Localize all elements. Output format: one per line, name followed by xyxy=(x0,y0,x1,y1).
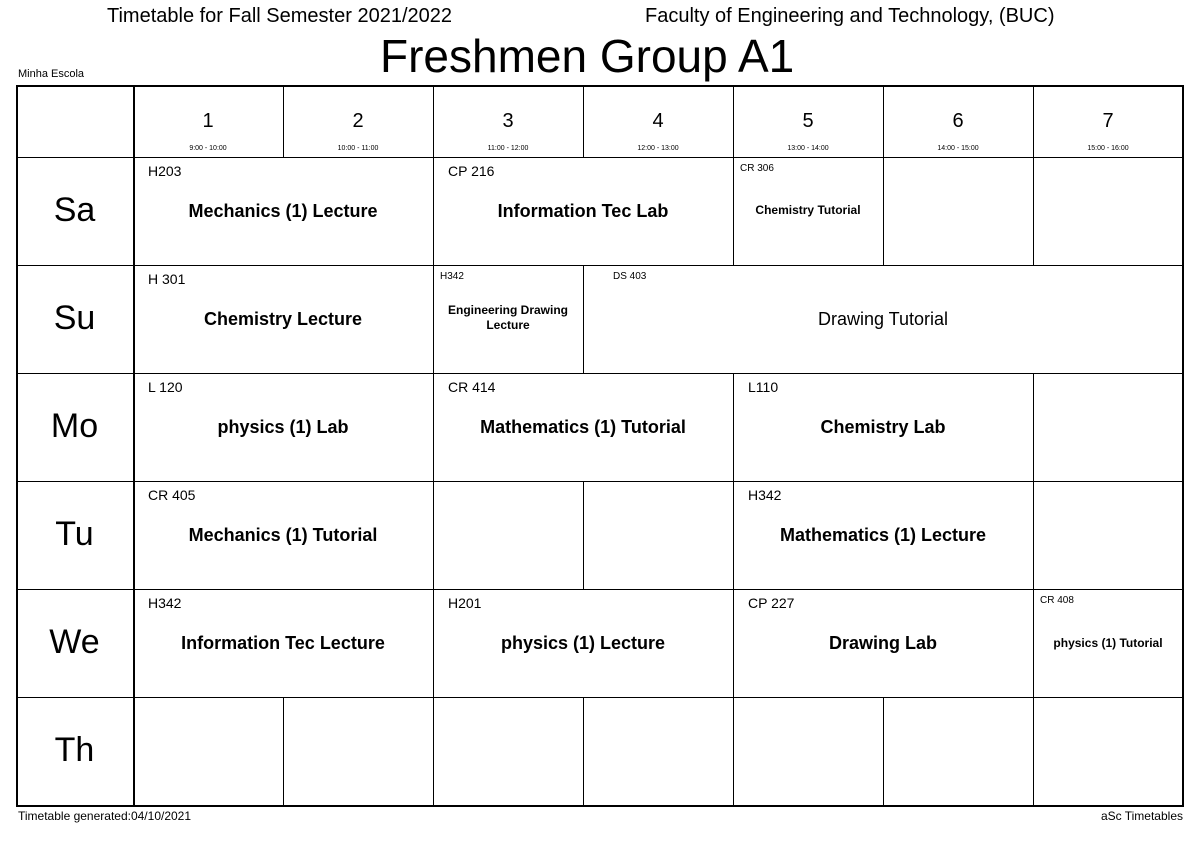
lesson-subject: Engineering Drawing Lecture xyxy=(447,303,568,332)
lesson-subject: physics (1) Tutorial xyxy=(1053,636,1163,650)
lesson-subject: physics (1) Lab xyxy=(217,417,349,437)
period-number: 6 xyxy=(952,110,964,132)
day-label-we: We xyxy=(49,623,100,661)
lesson-room: H 301 xyxy=(148,271,186,287)
lesson-room: H342 xyxy=(748,487,782,503)
faculty-title: Faculty of Engineering and Technology, (BUC) xyxy=(645,5,1055,27)
lesson-subject: Information Tec Lecture xyxy=(181,633,385,653)
lesson-room: CR 306 xyxy=(740,163,774,174)
lesson-room: CP 216 xyxy=(448,163,495,179)
lesson-room: H201 xyxy=(448,595,482,611)
page-title: Freshmen Group A1 xyxy=(380,30,795,82)
period-number: 5 xyxy=(802,110,814,132)
period-time: 9:00 - 10:00 xyxy=(189,145,227,152)
lesson-room: CR 408 xyxy=(1040,595,1074,606)
lesson-room: H203 xyxy=(148,163,182,179)
lesson-subject: Chemistry Lecture xyxy=(203,309,363,329)
period-header-1 xyxy=(133,85,283,157)
period-header-4 xyxy=(583,85,733,157)
timetable-frame xyxy=(16,85,1184,807)
software-credit: aSc Timetables xyxy=(1100,809,1183,823)
day-label-sa: Sa xyxy=(53,191,96,229)
period-number: 3 xyxy=(502,110,514,132)
period-number: 4 xyxy=(652,110,664,132)
period-time: 11:00 - 12:00 xyxy=(487,145,529,152)
lesson-subject: Chemistry Tutorial xyxy=(755,203,861,217)
day-label-th: Th xyxy=(54,731,95,769)
lesson-subject: Drawing Lab xyxy=(828,633,937,653)
period-number: 2 xyxy=(352,110,364,132)
period-number: 7 xyxy=(1102,110,1114,132)
period-number: 1 xyxy=(202,110,214,132)
lesson-subject: Mechanics (1) Tutorial xyxy=(188,525,378,545)
lesson-room: CR 414 xyxy=(448,379,496,395)
lesson-subject: Drawing Tutorial xyxy=(817,309,949,329)
lesson-room: CP 227 xyxy=(748,595,795,611)
lesson-room: L 120 xyxy=(148,379,183,395)
period-time: 12:00 - 13:00 xyxy=(637,145,679,152)
lesson-subject: Chemistry Lab xyxy=(820,417,946,437)
period-header-7 xyxy=(1033,85,1183,157)
lesson-subject: physics (1) Lecture xyxy=(500,633,666,653)
lesson-room: H342 xyxy=(148,595,182,611)
period-time: 13:00 - 14:00 xyxy=(787,145,829,152)
lesson-subject: Mathematics (1) Tutorial xyxy=(480,417,686,437)
school-name: Minha Escola xyxy=(18,68,85,80)
period-header-2 xyxy=(283,85,433,157)
period-header-3 xyxy=(433,85,583,157)
period-time: 14:00 - 15:00 xyxy=(937,145,979,152)
timetable-grid xyxy=(16,85,1184,807)
period-time: 10:00 - 11:00 xyxy=(337,145,379,152)
day-label-tu: Tu xyxy=(55,515,94,553)
lesson-subject: Mathematics (1) Lecture xyxy=(779,525,987,545)
day-label-mo: Mo xyxy=(50,407,99,445)
lesson-room: CR 405 xyxy=(148,487,196,503)
period-time: 15:00 - 16:00 xyxy=(1087,145,1129,152)
semester-title: Timetable for Fall Semester 2021/2022 xyxy=(107,5,452,27)
period-header-5 xyxy=(733,85,883,157)
period-header-6 xyxy=(883,85,1033,157)
day-label-su: Su xyxy=(53,299,96,337)
lesson-room: L110 xyxy=(748,379,779,395)
lesson-subject: Mechanics (1) Lecture xyxy=(188,201,378,221)
lesson-room: H342 xyxy=(440,271,464,282)
lesson-subject: Information Tec Lab xyxy=(497,201,669,221)
generated-date: Timetable generated:04/10/2021 xyxy=(18,809,192,823)
lesson-room: DS 403 xyxy=(613,271,647,282)
